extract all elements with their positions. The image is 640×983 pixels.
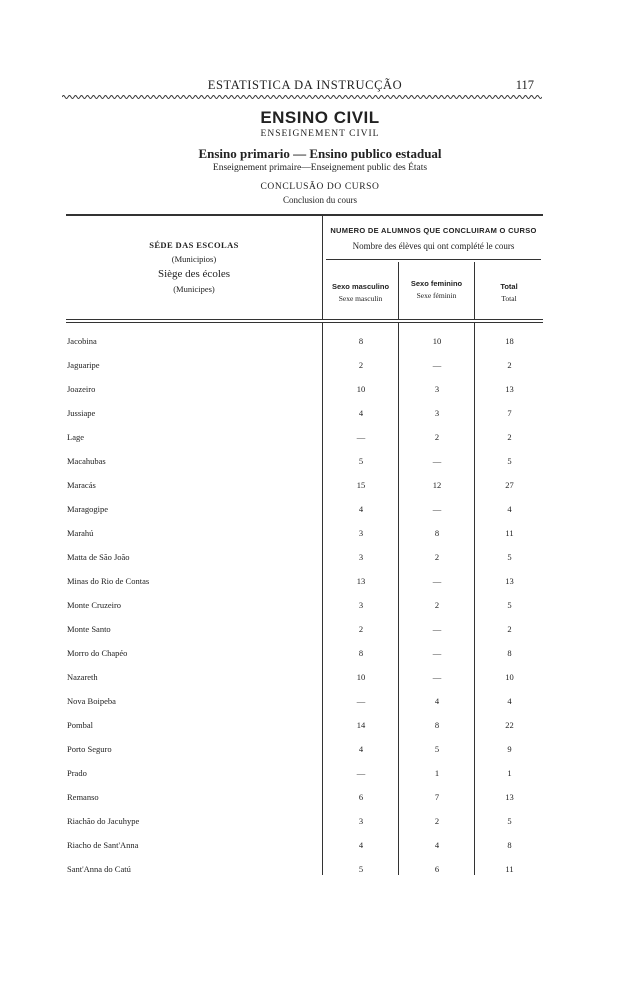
cell-total: 27: [505, 480, 514, 490]
cell-sexo-masculino: 8: [358, 336, 364, 346]
municipio-name: Nova Boipeba: [67, 696, 116, 706]
municipio-name: Maracás: [67, 480, 96, 490]
cell-sexo-feminino: 5: [434, 744, 440, 754]
col-fem-label-fr: Sexe féminin: [416, 291, 457, 300]
municipio-name: Jaguaripe: [67, 360, 100, 370]
cell-sexo-masculino: 3: [358, 816, 364, 826]
cell-total: 5: [507, 816, 512, 826]
cell-sexo-feminino: —: [432, 672, 442, 682]
cell-total: 5: [507, 552, 512, 562]
cell-sexo-masculino: 4: [358, 504, 364, 514]
section-title: Ensino primario — Ensino publico estadual: [198, 146, 442, 161]
cell-total: 22: [505, 720, 514, 730]
col-fem-heading: [399, 279, 474, 300]
cell-sexo-masculino: —: [356, 768, 366, 778]
cell-sexo-feminino: 12: [432, 480, 442, 490]
municipio-name: Pombal: [67, 720, 93, 730]
cell-total: 13: [505, 384, 514, 394]
table-row: [66, 432, 543, 446]
municipio-name: Matta de São João: [67, 552, 130, 562]
municipio-name: Monte Santo: [67, 624, 111, 634]
table-row: [66, 816, 543, 830]
cell-sexo-feminino: 1: [434, 768, 440, 778]
table-row: [66, 840, 543, 854]
cell-sexo-masculino: —: [356, 696, 366, 706]
header-bottom-rule: [66, 319, 543, 320]
cell-sexo-masculino: 3: [358, 528, 364, 538]
table-row: [66, 648, 543, 662]
cell-sexo-feminino: 2: [434, 552, 440, 562]
subject-title-fr: Conclusion du cours: [283, 195, 357, 205]
page-number: 117: [515, 78, 534, 92]
cell-total: 13: [505, 792, 514, 802]
cell-sexo-masculino: 2: [358, 624, 364, 634]
cell-total: 18: [505, 336, 514, 346]
table-row: [66, 528, 543, 542]
group-heading: NUMERO DE ALUMNOS QUE CONCLUIRAM O CURSO: [330, 226, 537, 235]
municipio-name: Lage: [67, 432, 84, 442]
municipio-name: Riachão do Jacuhype: [67, 816, 140, 826]
col-total-label: Total: [500, 282, 518, 291]
cell-sexo-feminino: —: [432, 504, 442, 514]
cell-sexo-masculino: 4: [358, 408, 364, 418]
cell-sexo-feminino: 6: [434, 864, 440, 874]
table-row: [66, 408, 543, 422]
table-row: [66, 360, 543, 374]
municipio-name: Morro do Chapéo: [67, 648, 128, 658]
municipio-name: Jacobina: [67, 336, 97, 346]
cell-sexo-masculino: 5: [358, 864, 364, 874]
cell-total: 10: [505, 672, 514, 682]
table-row: [66, 864, 543, 878]
municipio-name: Monte Cruzeiro: [67, 600, 122, 610]
table-row: [66, 624, 543, 638]
cell-total: 13: [505, 576, 514, 586]
table-row: [66, 552, 543, 566]
table-row: [66, 504, 543, 518]
cell-total: 1: [507, 768, 512, 778]
cell-sexo-feminino: 3: [434, 384, 440, 394]
cell-total: 8: [507, 648, 512, 658]
col-masc-heading: [323, 282, 398, 303]
cell-sexo-masculino: 5: [358, 456, 364, 466]
cell-sexo-masculino: 3: [358, 552, 364, 562]
table-row: [66, 336, 543, 350]
municipio-name: Marahú: [67, 528, 94, 538]
col-sede-heading-sub: (Municipios): [171, 254, 217, 264]
cell-sexo-masculino: 10: [356, 384, 366, 394]
group-bracket-rule: [326, 259, 541, 260]
cell-sexo-masculino: 4: [358, 840, 364, 850]
cell-total: 5: [507, 600, 512, 610]
municipio-name: Prado: [67, 768, 87, 778]
table-row: [66, 480, 543, 494]
cell-sexo-masculino: 3: [358, 600, 364, 610]
cell-sexo-feminino: 3: [434, 408, 440, 418]
section-title-fr: Enseignement primaire—Enseignement public des États: [212, 163, 428, 173]
cell-sexo-feminino: —: [432, 648, 442, 658]
cell-total: 7: [507, 408, 512, 418]
col-sede-heading-fr-sub: (Municipes): [173, 284, 215, 294]
running-title: ESTATISTICA DA INSTRUCÇÃO: [207, 78, 403, 92]
municipio-name: Remanso: [67, 792, 99, 802]
col-masc-label: Sexo masculino: [331, 282, 390, 291]
cell-sexo-feminino: 2: [434, 816, 440, 826]
cell-sexo-masculino: —: [356, 432, 366, 442]
cell-sexo-feminino: 10: [432, 336, 442, 346]
col-total-heading: [475, 282, 543, 303]
main-title: ENSINO CIVIL: [260, 108, 380, 127]
table-row: [66, 576, 543, 590]
cell-total: 5: [507, 456, 512, 466]
col-total-label-fr: Total: [501, 294, 517, 303]
cell-sexo-feminino: —: [432, 456, 442, 466]
cell-sexo-feminino: —: [432, 360, 442, 370]
table-row: [66, 600, 543, 614]
table-row: [66, 720, 543, 734]
table-row: [66, 696, 543, 710]
municipio-name: Nazareth: [67, 672, 98, 682]
municipio-name: Macahubas: [67, 456, 106, 466]
cell-total: 11: [505, 528, 514, 538]
cell-sexo-feminino: 4: [434, 840, 440, 850]
main-title-fr: ENSEIGNEMENT CIVIL: [260, 129, 380, 139]
group-heading-fr: Nombre des élèves qui ont complété le cours: [352, 241, 515, 251]
col-sede-heading-fr: Siège des écoles: [157, 268, 231, 280]
cell-sexo-masculino: 4: [358, 744, 364, 754]
header-bottom-rule-2: [66, 322, 543, 323]
table-row: [66, 744, 543, 758]
cell-sexo-feminino: 4: [434, 696, 440, 706]
municipio-name: Minas do Rio de Contas: [67, 576, 150, 586]
cell-total: 11: [505, 864, 514, 874]
cell-sexo-masculino: 14: [356, 720, 366, 730]
cell-sexo-masculino: 2: [358, 360, 364, 370]
cell-total: 2: [507, 360, 512, 370]
municipio-name: Porto Seguro: [67, 744, 112, 754]
cell-total: 4: [507, 696, 512, 706]
cell-sexo-masculino: 15: [356, 480, 366, 490]
table-row: [66, 792, 543, 806]
municipio-name: Jussiape: [67, 408, 96, 418]
cell-sexo-masculino: 6: [358, 792, 364, 802]
cell-sexo-feminino: 7: [434, 792, 440, 802]
municipio-name: Sant'Anna do Catú: [67, 864, 131, 874]
wavy-rule: [62, 93, 542, 101]
cell-sexo-feminino: —: [432, 576, 442, 586]
municipio-name: Maragogipe: [67, 504, 109, 514]
cell-total: 4: [507, 504, 512, 514]
cell-total: 8: [507, 840, 512, 850]
cell-sexo-feminino: 2: [434, 600, 440, 610]
table-row: [66, 672, 543, 686]
cell-sexo-masculino: 13: [356, 576, 366, 586]
col-sede-heading: SÉDE DAS ESCOLAS: [149, 240, 239, 250]
cell-total: 2: [507, 624, 512, 634]
table-row: [66, 456, 543, 470]
cell-sexo-masculino: 8: [358, 648, 364, 658]
cell-sexo-feminino: —: [432, 624, 442, 634]
cell-total: 2: [507, 432, 512, 442]
cell-total: 9: [507, 744, 512, 754]
table-row: [66, 768, 543, 782]
cell-sexo-masculino: 10: [356, 672, 366, 682]
subject-title: CONCLUSÃO DO CURSO: [260, 182, 380, 192]
cell-sexo-feminino: 8: [434, 528, 440, 538]
cell-sexo-feminino: 8: [434, 720, 440, 730]
municipio-name: Riacho de Sant'Anna: [67, 840, 139, 850]
col-fem-label: Sexo feminino: [410, 279, 463, 288]
col-divider-header: [322, 215, 323, 319]
cell-sexo-feminino: 2: [434, 432, 440, 442]
municipio-name: Joazeiro: [67, 384, 96, 394]
table-row: [66, 384, 543, 398]
col-masc-label-fr: Sexe masculin: [338, 294, 383, 303]
table-top-rule: [66, 214, 543, 216]
